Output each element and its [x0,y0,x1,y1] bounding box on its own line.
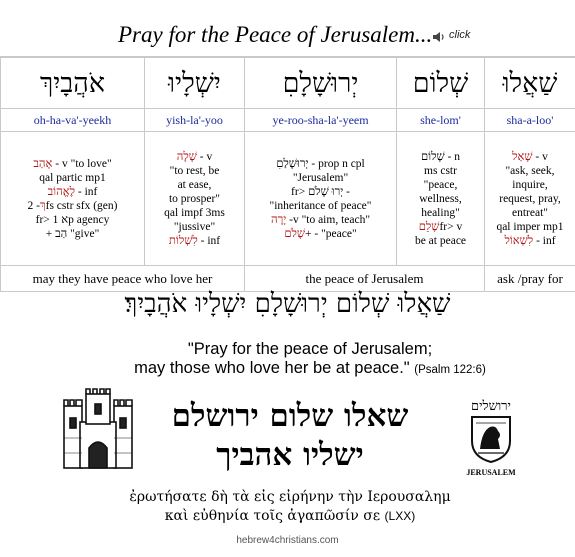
greek-line: ἐρωτήσατε δὴ τὰ εἰς εἰρήνην τὴν Ιερουσαλημ [129,489,451,505]
grammar-line [2,213,143,227]
hebrew-word: אֹהֲבָיִךְ [1,58,145,109]
grammar-line [246,227,395,241]
grammar-line [2,199,143,213]
grammar-text: -v "to aim, teach" [286,213,371,226]
grammar-line [486,220,574,234]
modern-hebrew-line: ישליו אהביך [216,437,364,473]
grammar-text: qal imper mp1 [496,220,564,233]
root-word: שָׁאַל [512,150,533,163]
root-word: לִשְׁאוֹל [504,234,534,247]
emblem-hebrew-text: ירושלים [471,399,511,414]
grammar-text: "peace, [423,178,458,191]
grammar-text: qal impf 3ms [164,206,225,219]
transliteration-row [1,109,575,132]
grammar-text: יְרוּשָׁלַםִ - prop n cpl [276,157,365,170]
grammar-text: to prosper" [168,192,220,205]
verse-hebrew: שַׁאֲלוּ שְׁלוֹם יְרוּשָׁלָםִ יִשְׁלָיוּ אֹהֲבָיִךְ׃ [124,289,451,319]
grammar-text: - inf [533,234,556,247]
grammar-text: - v [196,150,213,163]
grammar-text: "inheritance of peace" [269,199,372,212]
grammar-line [146,178,243,192]
grammar-text: - v [532,150,548,163]
grammar-notes [145,132,245,266]
grammar-text: "Jerusalem" [292,171,349,184]
audio-click-link[interactable]: click [449,29,471,41]
grammar-line [246,171,395,185]
hebrew-word: יִשְׁלָיוּ [145,58,245,109]
grammar-text: - inf [75,185,98,198]
emblem-label: JERUSALEM [466,468,516,477]
grammar-line [146,192,243,206]
grammar-text: שָׁלוֹם - n [421,150,460,163]
grammar-text: + הַב "give" [45,227,100,240]
page-title: Pray for the Peace of Jerusalem... [118,22,433,47]
speaker-icon[interactable] [432,30,446,44]
grammar-notes [245,132,397,266]
greek-line-2 [90,507,490,526]
root-word: אָהַב [33,157,53,170]
grammar-line [146,206,243,220]
grammar-line [398,150,483,164]
root-word: ךְ [39,199,46,212]
transliteration: ye-roo-sha-la'-yeem [245,109,397,132]
grammar-row [1,132,575,266]
translation: may they have peace who love her [1,266,245,292]
grammar-text: fr> יְרוּ שָׁלֹם - [291,185,350,198]
grammar-text: fr> v [439,220,463,233]
modern-hebrew-line: שאלו שלום ירושלם [171,398,409,434]
root-word: שָׁלֹם [284,227,306,240]
hebrew-words-row [1,58,575,109]
grammar-line [246,185,395,199]
transliteration: she-lom' [397,109,485,132]
lion-shield-icon [470,415,512,463]
grammar-line [246,199,395,213]
grammar-line [2,171,143,185]
grammar-line [398,234,483,248]
castle-icon [60,388,136,472]
grammar-text: "jussive" [173,220,216,233]
grammar-line [146,164,243,178]
grammar-line [486,192,574,206]
jerusalem-emblem [460,398,522,482]
grammar-line [246,213,395,227]
grammar-text: "ask, seek, [505,164,555,177]
grammar-line [486,150,574,164]
site-footer[interactable]: hebrew4christians.com [236,535,339,546]
hebrew-word: יְרוּשָׁלָםִ [245,58,397,109]
translation: ask /pray for [485,266,575,292]
english-line: "Pray for the peace of Jerusalem; [187,340,433,358]
transliteration: sha-a-loo' [485,109,575,132]
root-word: יָרָה [270,213,287,226]
grammar-line [2,227,143,241]
grammar-text: wellness, [419,192,462,205]
grammar-line [486,164,574,178]
verse-reference: (Psalm 122:6) [414,364,486,376]
grammar-line [398,178,483,192]
grammar-line [146,234,243,248]
grammar-text: - v "to love" [52,157,112,170]
grammar-line [486,178,574,192]
grammar-line [146,220,243,234]
english-line-2 [100,359,520,380]
grammar-line [398,192,483,206]
grammar-text: be at peace [414,234,467,247]
translation-row [1,266,575,292]
root-word: שָׁלֵם [418,220,440,233]
grammar-text: request, pray, [499,192,561,205]
title-row [0,20,575,54]
root-word: שָׁלָה [176,150,197,163]
greek-line: καὶ εὐθηνία τοῖς ἀγαπῶσίν σε [164,508,381,524]
greek-source: (LXX) [384,509,416,523]
hebrew-word: שְׁלוֹם [397,58,485,109]
english-line: may those who love her be at peace." [134,359,410,377]
grammar-text: healing" [421,206,460,219]
grammar-line [2,157,143,171]
word-analysis-grid [0,56,575,286]
grammar-line [2,185,143,199]
grammar-text: at ease, [177,178,212,191]
grammar-text: qal partic mp1 [39,171,106,184]
grammar-line [398,164,483,178]
grammar-text: + - "peace" [305,227,357,240]
grammar-line [246,157,395,171]
grammar-line [398,220,483,234]
grammar-text: - 2fs cstr sfx (gen) [27,199,118,212]
grammar-notes [1,132,145,266]
grammar-text: fr> א 1p agency [35,213,110,226]
grammar-text: entreat" [512,206,548,219]
english-translation [100,340,520,380]
grammar-line [486,234,574,248]
transliteration: oh-ha-va'-yeekh [1,109,145,132]
grammar-line [398,206,483,220]
grammar-line [146,150,243,164]
grammar-text: - inf [197,234,221,247]
root-word: לִשְׁלוֹת [168,234,198,247]
transliteration: yish-la'-yoo [145,109,245,132]
grammar-notes [397,132,485,266]
hebrew-word: שַׁאֲלוּ [485,58,575,109]
grammar-text: inquire, [512,178,548,191]
grammar-text: "to rest, be [169,164,220,177]
grammar-text: ms cstr [424,164,457,177]
greek-translation [90,488,490,526]
grammar-line [486,206,574,220]
grammar-notes [485,132,575,266]
translation: the peace of Jerusalem [245,266,485,292]
root-word: לֶאֱהוֹב [47,185,76,198]
